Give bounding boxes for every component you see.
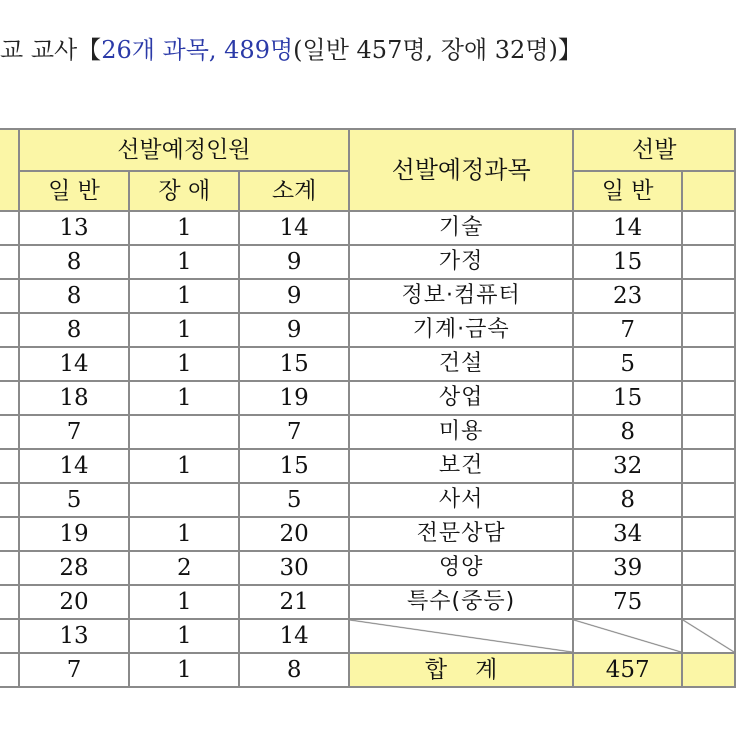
header-subtotal: 소계 (239, 171, 348, 211)
row-cut-cell (0, 449, 19, 483)
cell-general: 8 (19, 245, 129, 279)
row-cut-cell (0, 381, 19, 415)
cell-general: 5 (19, 483, 129, 517)
header-right-group: 선발 (573, 129, 735, 171)
cell-right-general: 75 (573, 585, 682, 619)
row-cut-cell (0, 517, 19, 551)
cell-subject: 건설 (349, 347, 574, 381)
cell-right-general: 39 (573, 551, 682, 585)
table-row (0, 517, 735, 551)
row-cut-cell (0, 211, 19, 245)
cell-subtotal: 9 (239, 245, 348, 279)
header-planned-subject: 선발예정과목 (349, 129, 574, 211)
table-row (0, 245, 735, 279)
row-cut-cell (0, 347, 19, 381)
row-cut-cell (0, 619, 19, 653)
cell-general: 18 (19, 381, 129, 415)
total-label: 합계 (349, 653, 574, 687)
cell-general: 19 (19, 517, 129, 551)
cell-disabled: 1 (129, 211, 239, 245)
title-highlight: 26개 과목, 489명 (101, 36, 294, 64)
total-general: 457 (573, 653, 682, 687)
row-right-cut-cell (682, 347, 735, 381)
row-cut-cell (0, 245, 19, 279)
cell-disabled: 1 (129, 449, 239, 483)
cell-right-general: 8 (573, 415, 682, 449)
cell-disabled: 1 (129, 245, 239, 279)
row-right-cut-cell (682, 279, 735, 313)
cell-right-general: 5 (573, 347, 682, 381)
cell-general: 7 (19, 415, 129, 449)
cell-subtotal: 9 (239, 279, 348, 313)
row-right-cut-cell (682, 245, 735, 279)
cell-subtotal: 14 (239, 619, 348, 653)
cell-general: 14 (19, 449, 129, 483)
table-row (0, 551, 735, 585)
empty-diagonal-cell (682, 619, 735, 653)
table-row (0, 279, 735, 313)
cell-disabled (129, 415, 239, 449)
table-row (0, 449, 735, 483)
table-row (0, 347, 735, 381)
header-right-cut-cell (682, 171, 735, 211)
cell-general: 14 (19, 347, 129, 381)
row-cut-cell (0, 313, 19, 347)
cell-subject: 미용 (349, 415, 574, 449)
cell-right-general: 32 (573, 449, 682, 483)
cell-disabled: 1 (129, 347, 239, 381)
cell-subject: 기계·금속 (349, 313, 574, 347)
table-row (0, 585, 735, 619)
row-cut-cell (0, 653, 19, 687)
cell-subtotal: 9 (239, 313, 348, 347)
cell-general: 28 (19, 551, 129, 585)
row-right-cut-cell (682, 551, 735, 585)
row-right-cut-cell (682, 517, 735, 551)
table-row (0, 653, 735, 687)
row-right-cut-cell (682, 415, 735, 449)
row-cut-cell (0, 551, 19, 585)
cell-general: 13 (19, 211, 129, 245)
cell-subtotal: 20 (239, 517, 348, 551)
cell-right-general: 14 (573, 211, 682, 245)
header-planned-personnel: 선발예정인원 (19, 129, 349, 171)
row-cut-cell (0, 483, 19, 517)
cell-right-general: 34 (573, 517, 682, 551)
cell-general: 20 (19, 585, 129, 619)
header-cut-cell (0, 129, 19, 211)
cell-right-general: 8 (573, 483, 682, 517)
cell-subtotal: 15 (239, 449, 348, 483)
selection-table (0, 128, 736, 688)
cell-disabled (129, 483, 239, 517)
empty-diagonal-cell (573, 619, 682, 653)
cell-disabled: 1 (129, 381, 239, 415)
table-row (0, 381, 735, 415)
total-cut-cell (682, 653, 735, 687)
cell-right-general: 7 (573, 313, 682, 347)
cell-disabled: 1 (129, 517, 239, 551)
row-right-cut-cell (682, 313, 735, 347)
document-title (0, 32, 582, 68)
header-row-1 (0, 129, 735, 171)
row-cut-cell (0, 415, 19, 449)
cell-subject: 상업 (349, 381, 574, 415)
cell-right-general: 15 (573, 381, 682, 415)
table-row (0, 211, 735, 245)
cell-subtotal: 7 (239, 415, 348, 449)
title-suffix: (일반 457명, 장애 32명)】 (293, 36, 582, 64)
empty-diagonal-cell (349, 619, 574, 653)
cell-subtotal: 19 (239, 381, 348, 415)
row-cut-cell (0, 279, 19, 313)
cell-disabled: 1 (129, 619, 239, 653)
cell-disabled: 1 (129, 313, 239, 347)
cell-disabled: 2 (129, 551, 239, 585)
table-row (0, 313, 735, 347)
table-row (0, 415, 735, 449)
cell-disabled: 1 (129, 585, 239, 619)
cell-disabled: 1 (129, 279, 239, 313)
cell-subject: 보건 (349, 449, 574, 483)
header-general: 일 반 (19, 171, 129, 211)
row-right-cut-cell (682, 483, 735, 517)
cell-subtotal: 5 (239, 483, 348, 517)
cell-subtotal: 21 (239, 585, 348, 619)
cell-subject: 정보·컴퓨터 (349, 279, 574, 313)
cell-subtotal: 8 (239, 653, 348, 687)
cell-right-general: 15 (573, 245, 682, 279)
row-right-cut-cell (682, 585, 735, 619)
cell-subtotal: 30 (239, 551, 348, 585)
cell-general: 7 (19, 653, 129, 687)
cell-general: 13 (19, 619, 129, 653)
row-right-cut-cell (682, 211, 735, 245)
cell-right-general: 23 (573, 279, 682, 313)
cell-general: 8 (19, 279, 129, 313)
cell-subject: 전문상담 (349, 517, 574, 551)
cell-subtotal: 14 (239, 211, 348, 245)
row-right-cut-cell (682, 449, 735, 483)
cell-disabled: 1 (129, 653, 239, 687)
header-right-general: 일 반 (573, 171, 682, 211)
cell-subject: 기술 (349, 211, 574, 245)
cell-subject: 가정 (349, 245, 574, 279)
cell-subtotal: 15 (239, 347, 348, 381)
cell-subject: 특수(중등) (349, 585, 574, 619)
row-right-cut-cell (682, 381, 735, 415)
cell-general: 8 (19, 313, 129, 347)
table-row (0, 483, 735, 517)
row-cut-cell (0, 585, 19, 619)
cell-subject: 사서 (349, 483, 574, 517)
table-row (0, 619, 735, 653)
header-disabled: 장 애 (129, 171, 239, 211)
cell-subject: 영양 (349, 551, 574, 585)
title-prefix: 교 교사【 (0, 36, 102, 64)
